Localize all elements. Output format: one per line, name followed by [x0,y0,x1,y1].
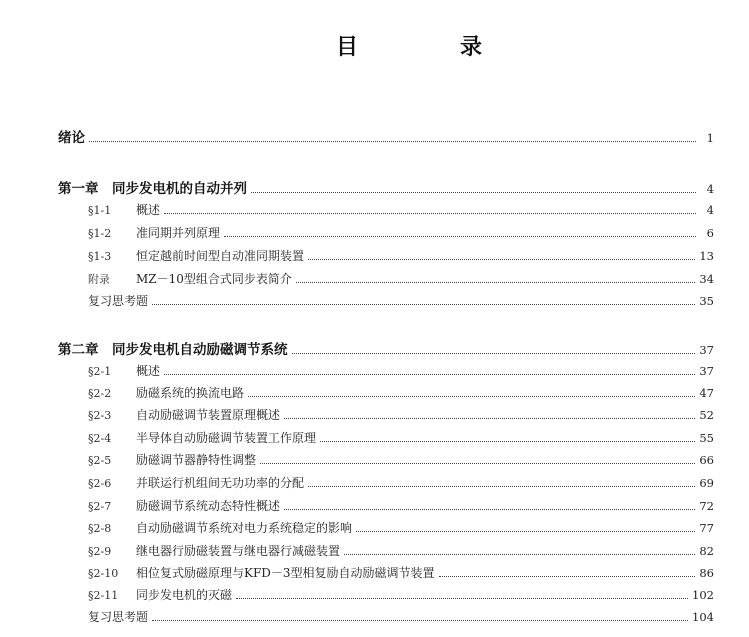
dot-leader [292,352,696,354]
section-number: §1-3 [88,250,112,263]
review-title: 复习思考题 [88,294,149,308]
dot-leader [284,417,695,419]
dot-leader [236,597,688,599]
dot-leader [344,553,695,555]
toc-section-entry [88,542,714,559]
section-number: §1-1 [88,204,112,217]
section-title: 励磁调节系统动态特性概述 [136,499,281,513]
appendix-title: MZ－10型组合式同步表简介 [136,272,292,286]
section-number: §2-9 [88,545,112,558]
toc-section-entry [88,474,714,491]
toc-appendix-entry [88,270,714,287]
section-page: 72 [699,499,714,513]
section-number: §2-4 [88,432,112,445]
appendix-marker: 附录 [88,273,110,286]
section-title: 励磁系统的换流电路 [136,386,245,400]
section-page: 86 [699,566,714,580]
toc-section-entry [88,586,714,603]
chapter-title: 第二章 同步发电机自动励磁调节系统 [58,342,288,358]
section-page: 47 [699,386,714,400]
dot-leader [439,575,696,577]
review-page: 104 [692,610,714,624]
section-page: 6 [706,226,714,240]
toc-section-entry [88,247,714,264]
section-number: §1-2 [88,227,112,240]
toc-section-entry [88,429,714,446]
section-title: 自动励磁调节装置原理概述 [136,408,281,422]
section-page: 4 [706,203,714,217]
section-title: 准同期并列原理 [136,226,221,240]
toc-section-entry [88,519,714,536]
section-number: §2-7 [88,500,112,513]
dot-leader [248,395,695,397]
section-page: 55 [699,431,714,445]
toc-review-entry [88,608,714,625]
section-number: §2-11 [88,589,119,602]
section-title: 并联运行机组间无功功率的分配 [136,476,305,490]
dot-leader [152,303,695,305]
review-title: 复习思考题 [88,610,149,624]
toc-chapter-2 [58,338,714,358]
dot-leader [164,373,695,375]
appendix-page: 34 [699,272,714,286]
section-title: 半导体自动励磁调节装置工作原理 [136,431,317,445]
section-number: §2-5 [88,454,112,467]
section-page: 82 [699,544,714,558]
dot-leader [320,440,695,442]
dot-leader [224,235,696,237]
section-page: 69 [699,476,714,490]
section-page: 52 [699,408,714,422]
toc-section-entry [88,224,714,241]
dot-leader [89,140,696,142]
section-number: §2-10 [88,567,119,580]
toc-intro-page: 1 [706,131,714,145]
section-page: 102 [692,588,714,602]
toc-review-entry [88,292,714,309]
dot-leader [164,212,696,214]
toc-section-entry [88,451,714,468]
toc-section-entry [88,362,714,379]
section-number: §2-8 [88,522,112,535]
section-page: 37 [699,364,714,378]
toc-section-entry [88,497,714,514]
dot-leader [152,619,688,621]
section-number: §2-6 [88,477,112,490]
toc-section-entry [88,201,714,218]
chapter-page: 4 [706,182,714,196]
toc-section-entry [88,564,714,581]
dot-leader [260,462,695,464]
section-title: 概述 [136,364,161,378]
dot-leader [308,258,695,260]
toc-intro-label: 绪论 [58,130,85,146]
section-number: §2-2 [88,387,112,400]
dot-leader [251,191,696,193]
dot-leader [308,485,695,487]
section-title: 继电器行励磁装置与继电器行减磁装置 [136,544,341,558]
section-page: 66 [699,453,714,467]
toc-section-entry [88,406,714,423]
toc-intro-entry [58,126,714,146]
dot-leader [356,530,695,532]
toc-chapter-1 [58,177,714,197]
section-number: §2-3 [88,409,112,422]
page-title: 目 录 [336,35,523,60]
toc-section-entry [88,384,714,401]
review-page: 35 [699,294,714,308]
chapter-title: 第一章 同步发电机的自动并列 [58,181,247,197]
section-title: 恒定越前时间型自动准同期装置 [136,249,305,263]
section-number: §2-1 [88,365,112,378]
section-page: 13 [699,249,714,263]
dot-leader [296,281,695,283]
dot-leader [284,508,695,510]
section-title: 同步发电机的灭磁 [136,588,233,602]
chapter-page: 37 [699,343,714,357]
section-title: 相位复式励磁原理与KFD－3型相复励自动励磁调节装置 [136,566,435,580]
section-page: 77 [699,521,714,535]
section-title: 概述 [136,203,161,217]
section-title: 励磁调节器静特性调整 [136,453,257,467]
section-title: 自动励磁调节系统对电力系统稳定的影响 [136,521,353,535]
